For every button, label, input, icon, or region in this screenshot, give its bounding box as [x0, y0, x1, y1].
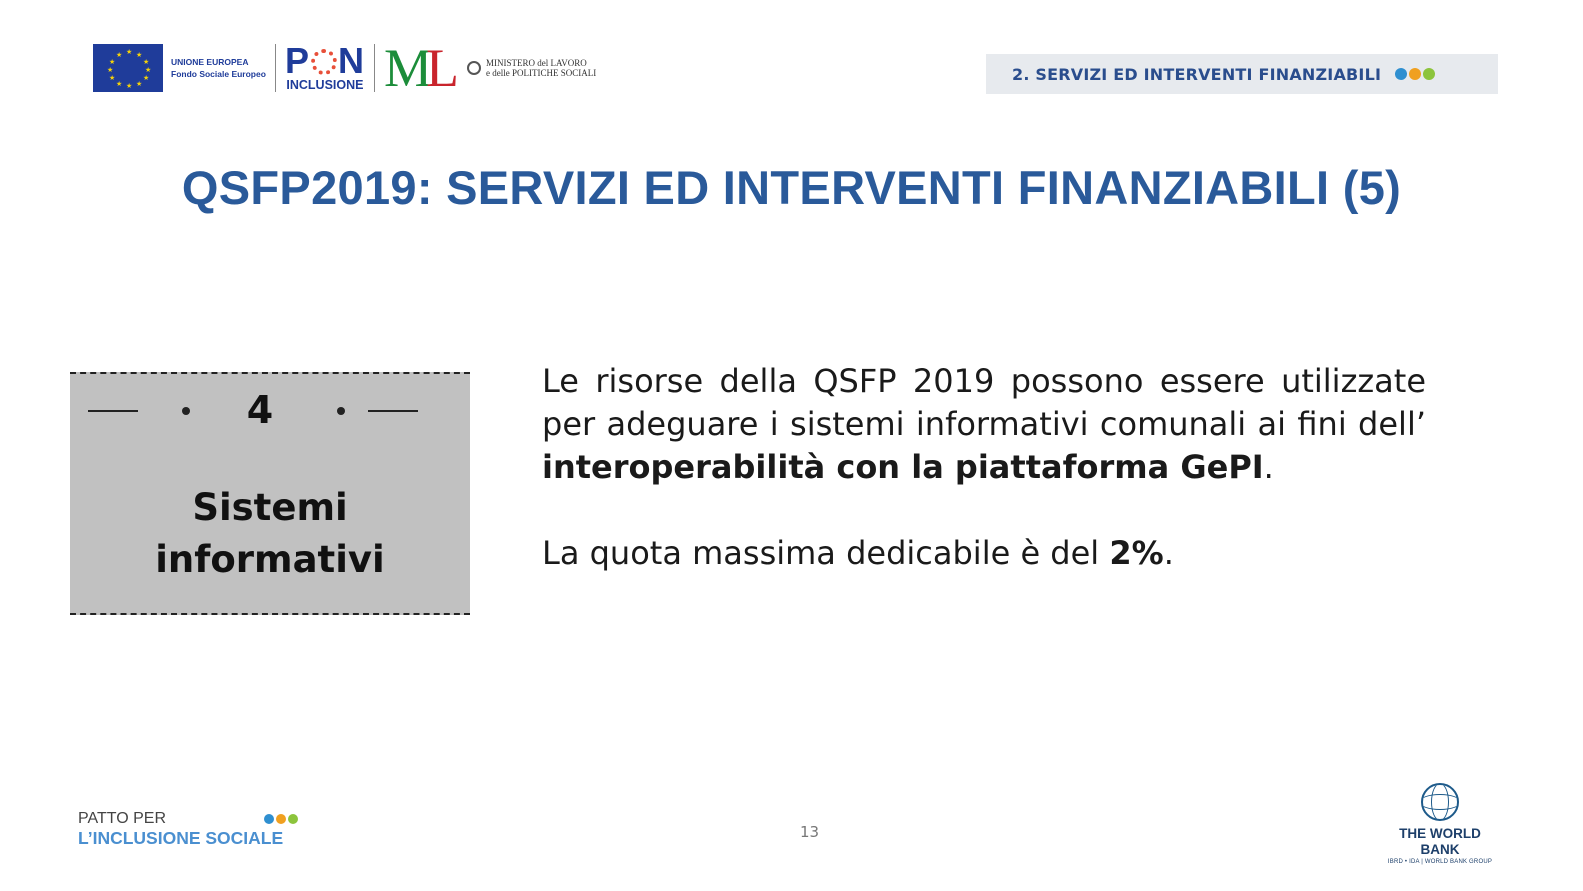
category-box	[70, 372, 470, 615]
page-number: 13	[800, 823, 820, 841]
paragraph-quota: La quota massima dedicabile è del 2%.	[542, 534, 1174, 572]
three-dots-icon	[264, 814, 298, 824]
globe-icon	[1421, 783, 1459, 821]
pon-inclusione-logo: P N INCLUSIONE	[284, 40, 365, 92]
italian-emblem-icon	[467, 61, 481, 75]
paragraph-resources: Le risorse della QSFP 2019 possono essere utilizzate per adeguare i sistemi informativi comunali ai fini dell’ interoperabilità con la piattaforma GePI.	[542, 362, 1426, 486]
category-label: Sistemi informativi	[155, 486, 385, 581]
section-tag-label: 2. SERVIZI ED INTERVENTI FINANZIABILI	[1012, 64, 1382, 84]
logo-divider	[275, 44, 276, 92]
category-number: 4	[246, 388, 274, 432]
ministry-label: MINISTERO del LAVORO e delle POLITICHE SOCIALI	[485, 58, 597, 78]
body-text	[542, 360, 1426, 575]
eu-label: UNIONE EUROPEA Fondo Sociale Europeo	[171, 57, 266, 79]
logo-divider	[374, 44, 375, 92]
eu-flag-icon: ★ ★ ★ ★ ★ ★ ★ ★ ★ ★ ★ ★	[93, 44, 163, 92]
slide-title: QSFP2019: SERVIZI ED INTERVENTI FINANZIABILI (5)	[181, 161, 1402, 214]
decor-dot	[337, 407, 345, 415]
three-dots-icon	[1395, 68, 1435, 80]
pon-o-ring-icon	[311, 49, 337, 75]
ministry-monogram: ML	[383, 38, 453, 98]
header-logos	[93, 38, 597, 98]
section-tag	[986, 54, 1498, 94]
decor-line	[368, 410, 418, 412]
patto-logo: PATTO PER L’INCLUSIONE SOCIALE	[78, 810, 283, 848]
world-bank-logo: THE WORLD BANK IBRD • IDA | WORLD BANK GROUP	[1380, 783, 1500, 866]
